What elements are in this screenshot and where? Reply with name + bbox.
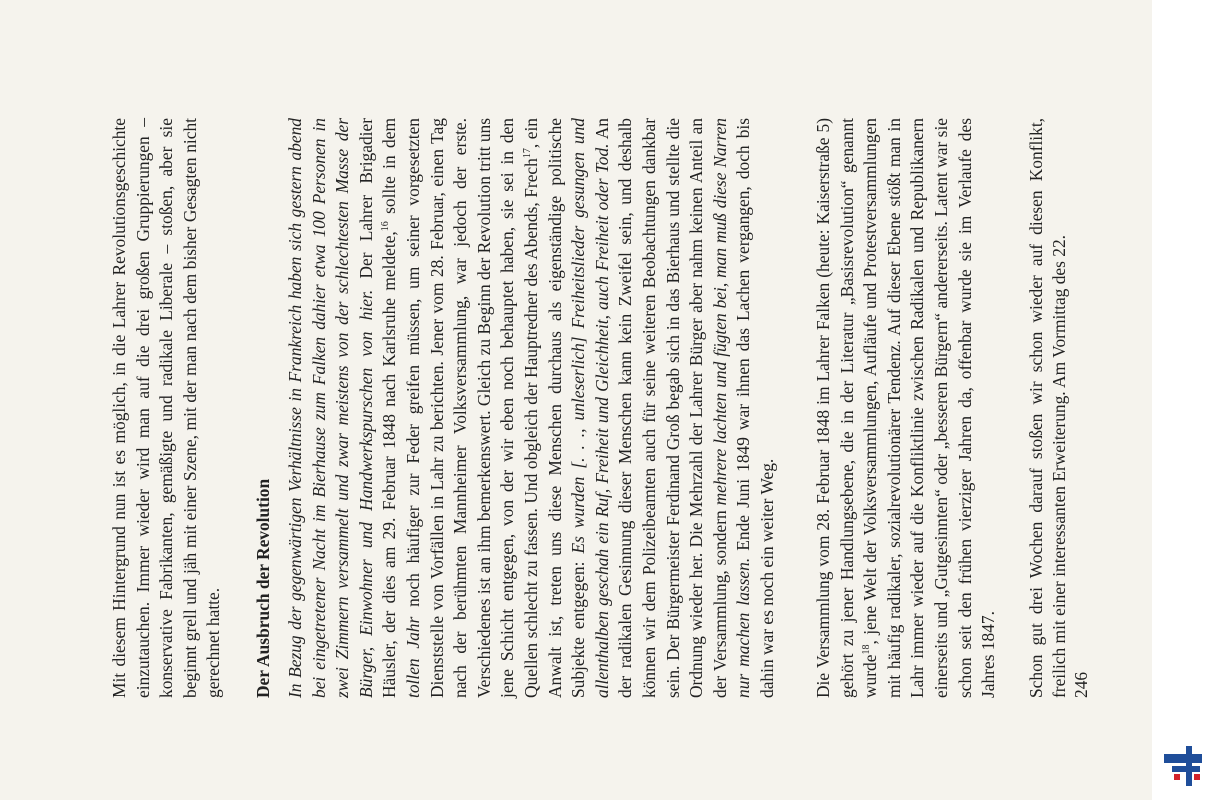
quote-narren: mehrere lachten und fügten bei, man muß diese Narren nur machen lassen. <box>709 118 754 698</box>
footnote-ref-17[interactable]: 17 <box>522 148 534 159</box>
section-heading: Der Ausbruch der Revolution <box>253 478 273 698</box>
page-number: 246 <box>1071 671 1091 698</box>
body2-paragraph-1 <box>812 118 1001 698</box>
footnote-ref-16[interactable]: 16 <box>380 221 392 232</box>
intro-text: Mit diesem Hintergrund nun ist es möglich, in die Lahrer Revolutionsgeschichte einzutauchen. Immer wieder wird man auf die drei großen Gruppierungen – konservative Fabrikanten, gemäßigte und radikale Liberale – stoßen, aber sie beginnt grell und jäh mit einer Szene, mit der man nach dem bisher Gesagten nicht gerechnet hatte. <box>109 118 224 698</box>
body2-text-1: Die Versammlung vom 28. Februar 1848 im Lahrer Falken (heute: Kaiserstraße 5) gehört zu jener Handlungsebene, die in der Literatur „Basisrevolution“ genannt wurde <box>813 118 881 698</box>
body2-text-2: , jene Welt der Volksversammlungen, Aufläufe und Protestversammlungen mit häufig radikaler, sozialrevolutionärer Tendenz. Auf dieser Ebene stößt man in Lahr immer wieder auf die Konfliktlinie zwischen Radikalen und Republikanern einerseits und „Gutgesinnten“ oder „besseren Bürgern“ andererseits. Latent war sie schon seit den frühen vierziger Jahren da, offenbar wurde sie im Verlaufe des Jahres 1847. <box>860 118 999 698</box>
university-library-logo-icon <box>1162 744 1204 788</box>
section-body-1 <box>284 118 779 698</box>
intro-paragraph <box>108 118 226 698</box>
footer-strip <box>1152 0 1212 800</box>
quote-tolles-jahr: tollen Jahr <box>402 616 423 698</box>
body1-text-2: sollte in dem <box>379 118 400 222</box>
body1-text-3: noch häufiger zur Feder greifen müssen, um seiner vorgesetzten Dienststelle von Vorfällen in Lahr zu berichten. Jener vom 28. Februar, einen Tag nach der berühmten Mannheimer Volksversammlung, war jedoch der erste. Verschiedenes ist an ihm bemerkenswert. Gleich zu Beginn der Revolution tritt uns jene Schicht entgegen, von der wir eben noch behauptet haben, sie sei in den Quellen schlecht zu fassen. Und obgleich der Hauptredner des Abends, Frech <box>402 118 541 698</box>
body2-paragraph-2: Schon gut drei Wochen darauf stoßen wir schon wieder auf diesen Konflikt, freilich mit einer interessanten Erweiterung. Am Vormittag des 22. <box>1025 118 1070 698</box>
body1-text-6: Ende Juni 1849 war ihnen das Lachen vergangen, doch bis dahin war es noch ein weiter Weg. <box>733 118 777 698</box>
quote-falken: In Bezug der gegenwärtigen Verhältnisse in Frankreich haben sich gestern abend bei eingetretener Nacht im Bierhause zum Falken dahier etwa 100 Personen in zwei Zimmern versammelt und zwar meistens von der schlechtesten Masse der Bürger, Einwohner und Handwerkspurschen von hier. <box>285 118 376 698</box>
section-body-2 <box>812 118 1072 698</box>
body1-text-4: , ein Anwalt ist, treten uns diese Menschen durchaus als eigenständige politische Subjekte entgegen: <box>520 118 589 698</box>
body1-text-5: An der radikalen Gesinnung dieser Menschen kann kein Zweifel sein, und deshalb können wir dem Polizeibeamten auch für seine weiteren Beobachtungen dankbar sein. Der Bürgermeister Ferdinand Groß begab sich in das Bierhaus und stellte die Ordnung wieder her. Die Mehrzahl der Lahrer Bürger aber nahm keinen Anteil an der Versammlung, sondern <box>591 118 730 698</box>
footnote-ref-18[interactable]: 18 <box>861 644 873 655</box>
body1-text-1: Der Lahrer Brigadier Häusler, der dies am 29. Februar 1848 nach Karlsruhe meldete, <box>355 117 400 698</box>
body1-paragraph <box>284 118 779 698</box>
quote-freiheitslieder: Es wurden [. . ., unleserlich] Freiheitslieder gesungen und allenthalben geschah ein Ruf, Freiheit und Gleichheit, auch Freiheit oder Tod. <box>568 118 612 698</box>
